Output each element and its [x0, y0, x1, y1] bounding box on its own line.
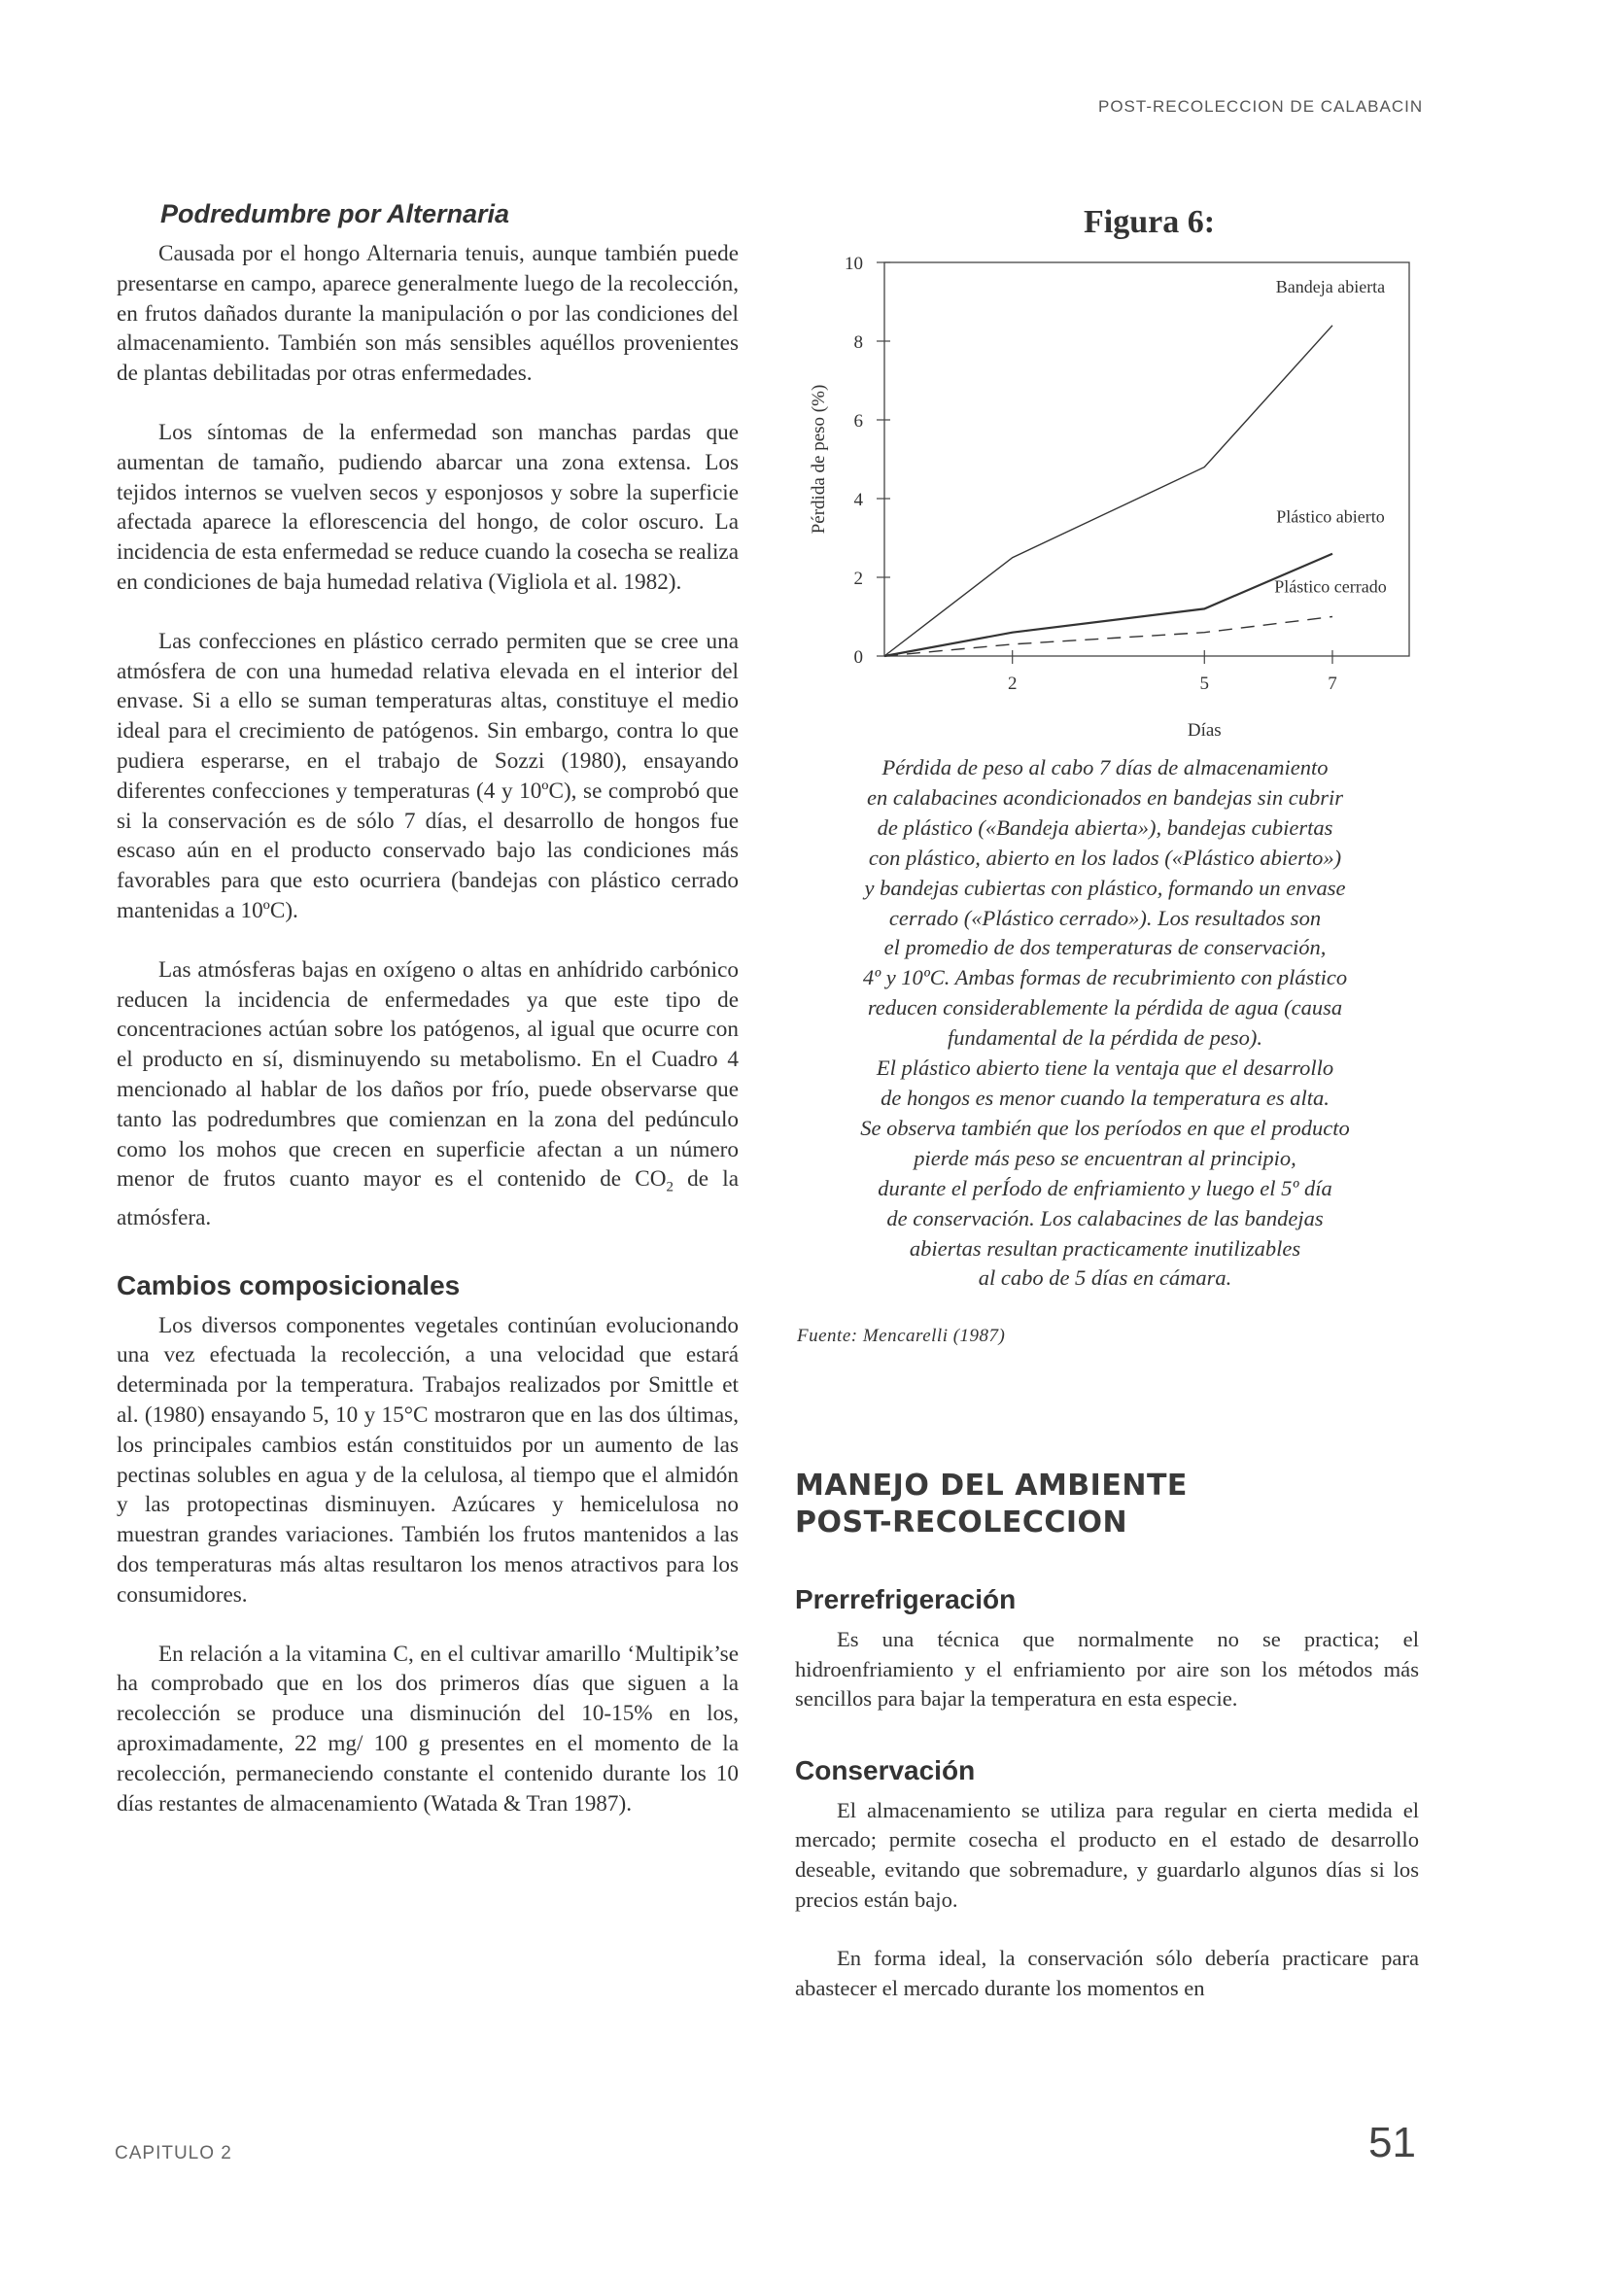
subscript-2: 2 [666, 1179, 674, 1195]
paragraph-co2 [117, 955, 739, 1233]
paragraph: En relación a la vitamina C, en el cultivar amarillo ‘Multipik’se ha comprobado que en los dos primeros días que siguen a la recolección se produce una disminución del 10-15% en los, aproximadamente, 22 mg/ 100 g presentes en el momento de la recolección, permaneciendo constante el contenido durante los 10 días restantes de almacenamiento (Watada & Tran 1987). [117, 1641, 739, 1817]
page-number: 51 [1368, 2119, 1416, 2166]
x-tick-label: 5 [1199, 674, 1210, 694]
paragraph: En forma ideal, la conservación sólo debería practicare para abastecer el mercado durante los momentos en [795, 1946, 1419, 2000]
caption-line: fundamental de la pérdida de peso). [947, 1025, 1263, 1051]
caption-line: cerrado («Plástico cerrado»). Los resultados son [888, 905, 1322, 930]
footer-chapter: CAPITULO 2 [115, 2143, 232, 2163]
caption-line: reducen considerablemente la pérdida de agua (causa [867, 995, 1343, 1021]
y-tick-label: 10 [845, 254, 863, 274]
y-tick-label: 2 [853, 569, 863, 589]
caption-line: durante el perÍodo de enfriamiento y luego el 5º día [878, 1175, 1332, 1200]
y-tick-label: 4 [853, 490, 863, 510]
paragraph: Los síntomas de la enfermedad son manchas pardas que aumentan de tamaño, pudiendo abarcar una zona extensa. Los tejidos internos se vuelven secos y esponjosos y sobre la superficie afectada aparece la eflorescencia del hongo, de color oscuro. La incidencia de esta enfermedad se reduce cuando la cosecha se realiza en condiciones de baja humedad relativa (Vigliola et al. 1982). [117, 419, 739, 595]
figure-caption [789, 753, 1421, 1294]
figure-title: Figura 6: [1084, 204, 1216, 240]
paragraph: Es una técnica que normalmente no se practica; el hidroenfriamiento y el enfriamiento por aire son los métodos más sencillos para bajar la temperatura en esta especie. [795, 1627, 1419, 1712]
plot-frame [884, 262, 1409, 656]
caption-line: de plástico («Bandeja abierta»), bandejas cubiertas [877, 814, 1333, 840]
series-label: Plástico abierto [1276, 506, 1385, 527]
heading-manejo-line1: MANEJO DEL AMBIENTE [795, 1469, 1188, 1503]
caption-line: abiertas resultan practicamente inutilizables [909, 1235, 1301, 1261]
caption-line: de conservación. Los calabacines de las bandejas [886, 1205, 1324, 1230]
caption-line: en calabacines acondicionados en bandejas sin cubrir [867, 784, 1343, 810]
paragraph: El almacenamiento se utiliza para regular en cierta medida el mercado; permite cosecha el producto en el estado de desarrollo deseable, evitando que sobremadure, y guardarlo algunos días si los precios están bajo. [795, 1797, 1419, 1912]
series-label: Plástico cerrado [1274, 576, 1387, 597]
paragraph-text: de la atmósfera. [117, 1166, 739, 1230]
x-axis-label: Días [1187, 720, 1222, 741]
series-label: Bandeja abierta [1275, 276, 1386, 296]
paragraph-text: Las atmósferas bajas en oxígeno o altas en anhídrido carbónico reducen la incidencia de enfermedades ya que este tipo de concentraciones actúan sobre los patógenos, al igual que ocurre con el producto en sí, disminuyendo su metabolismo. En el Cuadro 4 mencionado al hablar de los daños por frío, puede observarse que tanto las podredumbres que comienzan en la zona del pedúnculo como los mohos que crecen en superficie afectan a un número menor de frutos cuanto mayor es el contenido de CO [117, 956, 739, 1193]
paragraph: Causada por el hongo Alternaria tenuis, aunque también puede presentarse en campo, aparece generalmente luego de la recolección, en frutos dañados durante la manipulación o por las condiciones del almacenamiento. También son más sensibles aquéllos provenientes de plantas debilitadas por otras enfermedades. [117, 241, 739, 387]
caption-line: el promedio de dos temperaturas de conservación, [883, 935, 1327, 960]
left-column [117, 199, 739, 1818]
figure-chart [787, 248, 1429, 744]
right-column [795, 1468, 1419, 2003]
figure-source: Fuente: Mencarelli (1987) [797, 1326, 1006, 1346]
x-tick-label: 7 [1328, 674, 1337, 694]
heading-conservacion: Conservación [795, 1754, 976, 1785]
series-line [884, 617, 1332, 657]
caption-line: con plástico, abierto en los lados («Plástico abierto») [868, 845, 1342, 870]
caption-line: y bandejas cubiertas con plástico, formando un envase [864, 875, 1346, 900]
y-axis-label: Pérdida de peso (%) [809, 384, 829, 535]
caption-line: 4º y 10ºC. Ambas formas de recubrimiento con plástico [862, 965, 1348, 990]
caption-line: Se observa también que los períodos en que el producto [860, 1115, 1350, 1140]
x-tick-label: 2 [1007, 674, 1018, 694]
caption-line: El plástico abierto tiene la ventaja que el desarrollo [876, 1055, 1334, 1081]
paragraph: Las confecciones en plástico cerrado permiten que se cree una atmósfera de con una humedad relativa elevada en el interior del envase. Si a ello se suman temperaturas altas, constituye el medio ideal para el crecimiento de patógenos. Sin embargo, contra lo que pudiera esperarse, en el trabajo de Sozzi (1980), ensayando diferentes confecciones y temperaturas (4 y 10ºC), se comprobó que si la conservación es de sólo 7 días, el desarrollo de hongos fue escaso aún en el producto conservado bajo las condiciones más favorables para que esto ocurriera (bandejas con plástico cerrado mantenidas a 10ºC). [117, 628, 739, 923]
y-tick-label: 8 [853, 332, 863, 353]
caption-line: pierde más peso se encuentran al principio, [914, 1145, 1296, 1170]
heading-podredumbre: Podredumbre por Alternaria [160, 199, 510, 228]
caption-line: Pérdida de peso al cabo 7 días de almacenamiento [881, 755, 1329, 779]
heading-manejo-line2: POST-RECOLECCION [795, 1505, 1128, 1540]
heading-cambios: Cambios composicionales [117, 1269, 461, 1300]
running-head: POST-RECOLECCION DE CALABACIN [1098, 97, 1424, 116]
series-line [884, 326, 1332, 656]
caption-line: al cabo de 5 días en cámara. [978, 1265, 1232, 1291]
y-tick-label: 6 [853, 411, 863, 432]
heading-prerrefrigeracion: Prerrefrigeración [795, 1584, 1017, 1614]
caption-line: de hongos es menor cuando la temperatura es alta. [881, 1085, 1330, 1110]
paragraph: Los diversos componentes vegetales continúan evolucionando una vez efectuada la recolección, a una velocidad que estará determinada por la temperatura. Trabajos realizados por Smittle et al. (1980) ensayando 5, 10 y 15°C mostraron que en las dos últimas, los principales cambios están constituidos por un aumento de las pectinas solubles en agua y de la celulosa, al tiempo que el almidón y las protopectinas disminuyen. Azúcares y hemicelulosa no muestran grandes variaciones. También los frutos mantenidos a las dos temperaturas más altas resultaron los menos atractivos para los consumidores. [117, 1312, 739, 1608]
y-tick-label: 0 [853, 647, 863, 668]
